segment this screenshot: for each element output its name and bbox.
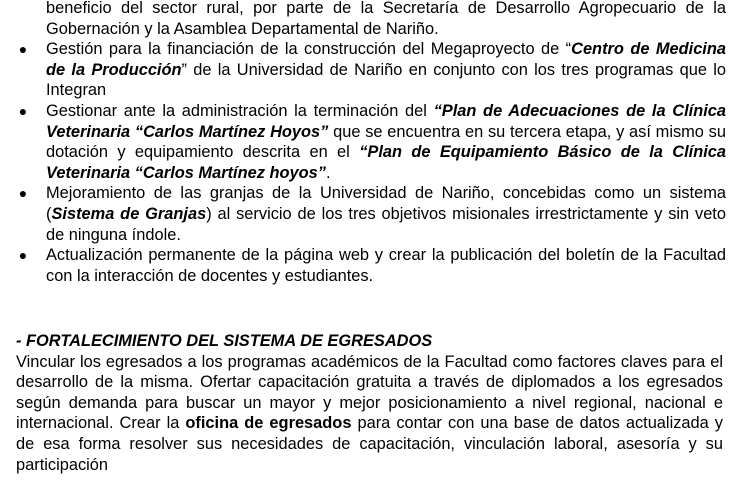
bullet-dot-icon: ●: [18, 41, 28, 58]
bullet-1-part-0: Gestión para la financiación de la construcción del Megaproyecto de “: [46, 40, 572, 59]
bullet-3-part-1: Sistema de Granjas: [51, 204, 207, 223]
bullet-dot-icon: ●: [18, 247, 28, 264]
bullet-text-2: [46, 101, 726, 183]
bullet-2-part-3: “Plan de Equipamiento Básico de la Clínica Veterinaria “Carlos Martínez hoyos”: [46, 143, 726, 182]
bullet-1-part-1: Centro de Medicina de la Producción: [46, 40, 726, 79]
bullet-3-part-2: ) al servicio de los tres objetivos misionales irrestrictamente y sin veto de ninguna índole.: [46, 204, 726, 244]
bullet-2-part-4: .: [325, 163, 331, 182]
bullet-item-3: [16, 183, 726, 245]
bullet-text-1: [46, 39, 726, 101]
bullet-item-4: [16, 245, 726, 286]
bullet-0-part-0: beneficio del sector rural, por parte de la Secretaría de Desarrollo Agropecuario de la Gobernación y la Asamblea Departamental de Nariño.: [46, 0, 726, 38]
section-part-0: Vincular los egresados a los programas académicos de la Facultad como factores claves para el desarrollo de la misma. Ofertar capacitación gratuita a través de diplomados a los egresados según demanda para buscar un mayor y mejor posicionamiento a nivel regional, nacional e internacional. Crear la: [16, 352, 723, 433]
egresados-section: [16, 331, 723, 475]
bullet-list: [16, 0, 726, 286]
bullet-3-part-0: Mejoramiento de las granjas de la Universidad de Nariño, concebidas como un sistema (: [46, 184, 726, 223]
bullet-dot-icon: ●: [18, 102, 28, 119]
bullet-2-part-1: “Plan de Adecuaciones de la Clínica Veterinaria “Carlos Martínez Hoyos”: [46, 101, 726, 141]
section-part-1: oficina de egresados: [185, 414, 352, 433]
bullet-text-4: [46, 245, 726, 286]
section-paragraph: [16, 352, 723, 476]
bullet-2-part-0: Gestionar ante la administración la terminación del: [46, 101, 434, 120]
bullet-item-2: [16, 101, 726, 183]
bullet-1-part-2: ” de la Universidad de Nariño en conjunto con los tres programas que lo Integran: [46, 60, 727, 100]
bullet-4-part-0: Actualización permanente de la página web y crear la publicación del boletín de la Facultad con la interacción de docentes y estudiantes.: [46, 246, 726, 285]
bullet-2-part-2: que se encuentra en su tercera etapa, y así mismo su dotación y equipamiento descrita en el: [46, 122, 726, 162]
bullet-item-0: [16, 0, 726, 39]
section-heading: - FORTALECIMIENTO DEL SISTEMA DE EGRESADOS: [16, 332, 433, 350]
bullet-text-0: [46, 0, 726, 39]
bullet-item-1: [16, 39, 726, 101]
bullet-dot-icon: ●: [18, 185, 28, 202]
section-part-2: para contar con una base de datos actualizada y de esa forma resolver sus necesidades de capacitación, vinculación laboral, asesoría y su participación: [16, 414, 723, 474]
bullet-text-3: [46, 183, 726, 245]
